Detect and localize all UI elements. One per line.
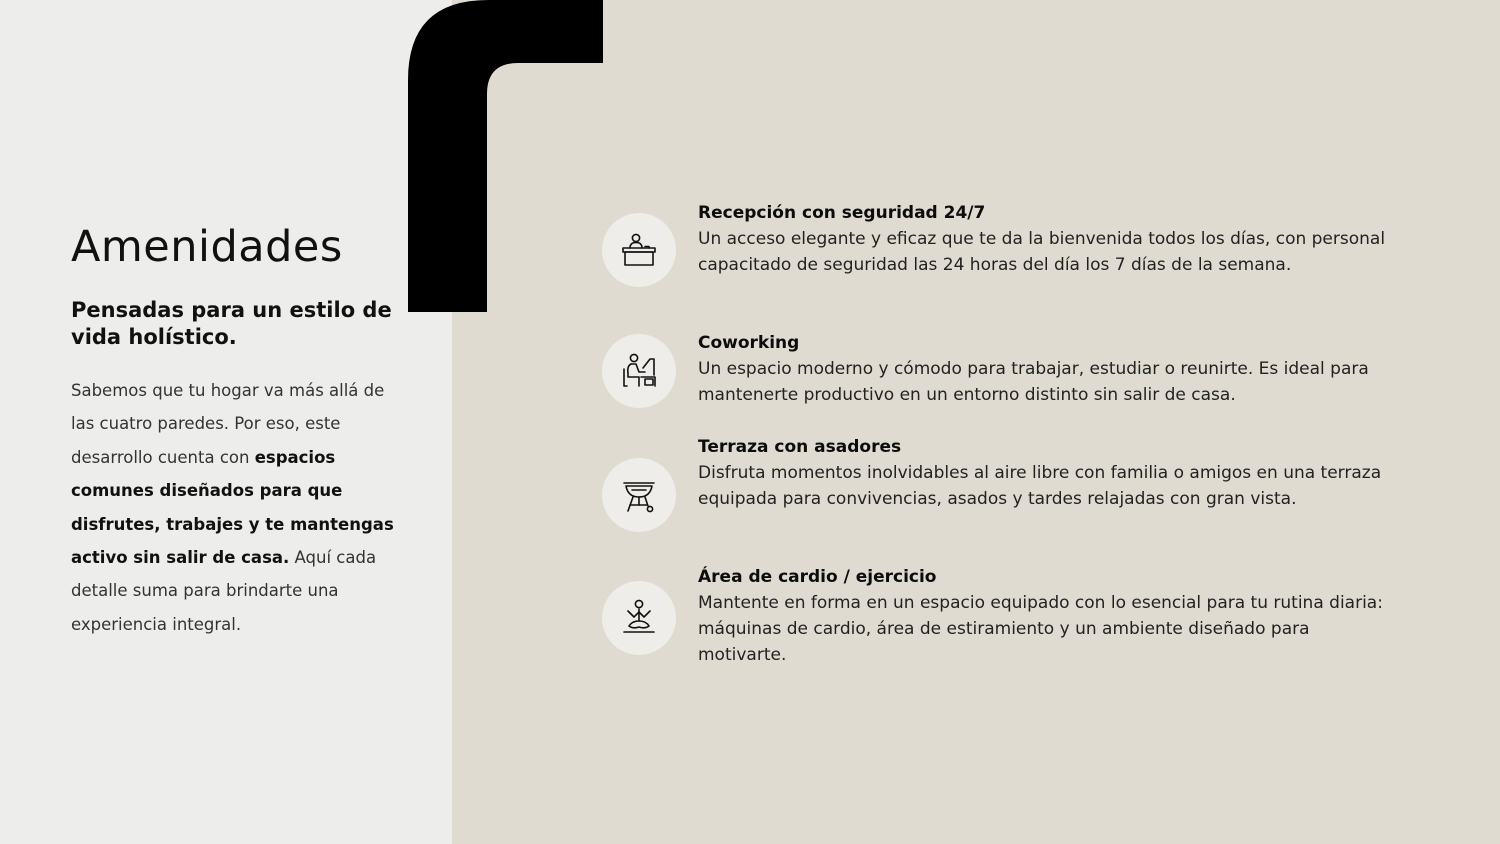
amenity-title: Coworking [698,333,800,353]
amenities-list [602,0,1402,844]
amenity-text [698,200,1388,278]
amenity-title: Área de cardio / ejercicio [698,567,937,587]
meditation-icon [619,598,659,638]
amenity-text [698,434,1388,512]
amenity-title: Terraza con asadores [698,437,902,457]
coworking-desk-icon [619,351,659,391]
intro-paragraph [71,374,406,641]
page-subtitle: Pensadas para un estilo de vida holístico. [71,298,392,349]
intro-text-bold: espacios comunes diseñados para que disfrutes, trabajes y te mantengas activo sin salir de casa. [71,447,394,568]
amenity-description: Un acceso elegante y eficaz que te da la bienvenida todos los días, con personal capacitado de seguridad las 24 horas del día los 7 días de la semana. [698,229,1386,275]
amenity-description: Mantente en forma en un espacio equipado con lo esencial para tu rutina diaria: máquinas de cardio, área de estiramiento y un ambiente diseñado para motivarte. [698,593,1383,665]
amenity-description: Disfruta momentos inolvidables al aire libre con familia o amigos en una terraza equipada para convivencias, asados y tardes relajadas con gran vista. [698,463,1382,509]
amenity-icon-circle [602,334,676,408]
intro-text-end: Aquí cada detalle suma para brindarte una experiencia integral. [71,548,377,634]
amenity-text [698,564,1388,668]
intro-text-start: Sabemos que tu hogar va más allá de las cuatro paredes. Por eso, este desarrollo cuenta con [71,381,385,467]
amenity-icon-circle [602,581,676,655]
amenity-text [698,330,1388,408]
amenity-icon-circle [602,458,676,532]
amenity-icon-circle [602,213,676,287]
amenity-description: Un espacio moderno y cómodo para trabajar, estudiar o reunirte. Es ideal para mantenerte productivo en un entorno distinto sin salir de casa. [698,359,1369,405]
reception-desk-icon [619,230,659,270]
page-title: Amenidades [71,222,343,272]
grill-icon [619,475,659,515]
amenity-title: Recepción con seguridad 24/7 [698,203,986,223]
decorative-corner-shape [408,0,603,312]
